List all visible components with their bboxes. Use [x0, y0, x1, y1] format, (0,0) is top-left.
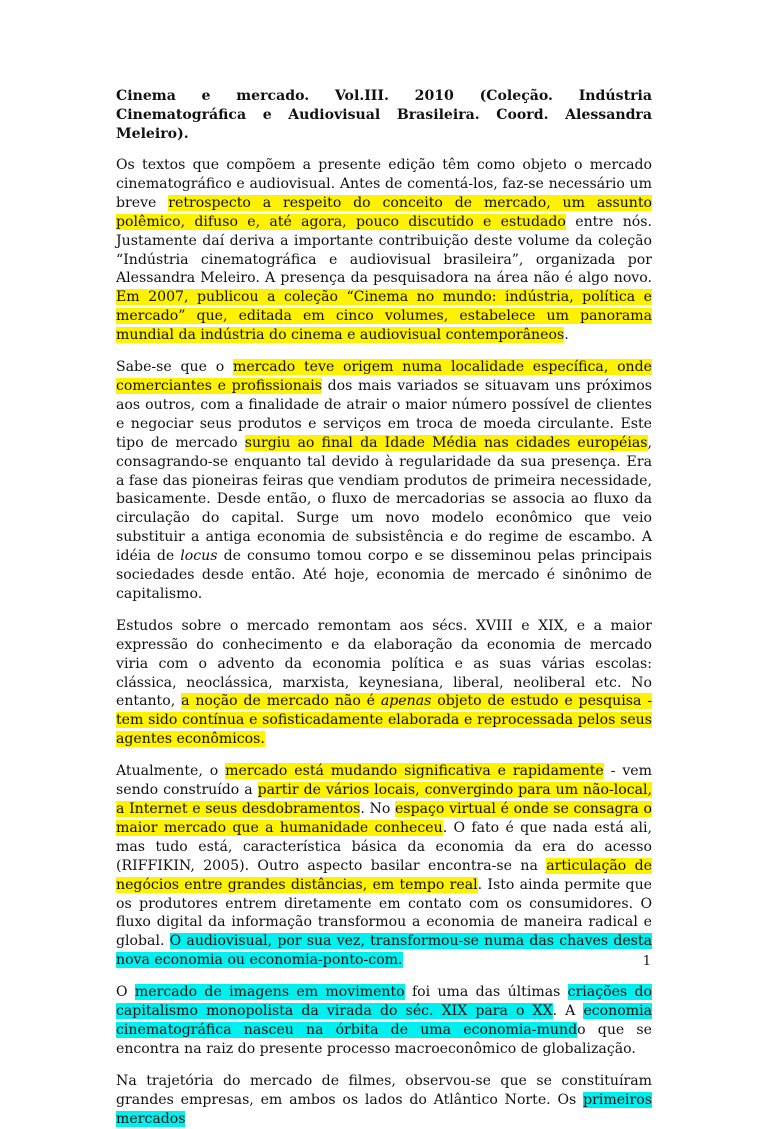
highlighted-text-yellow: espaço virtual é onde se consagra o maior mercado que a humanidade conheceu: [116, 801, 652, 836]
text-run: dos mais variados se situavam uns próximos aos outros, com a finalidade de atrair o maior número possível de clientes e negociar seus produtos e serviços em troca de moeda circulante. Este tipo de mercado: [116, 377, 653, 451]
text-run: . No: [360, 801, 395, 817]
highlighted-text-cyan: mercado de imagens em movimento: [134, 984, 405, 1001]
highlighted-text-cyan: O audiovisual, por sua vez, transformou-se numa das chaves desta nova economia ou economia-ponto-com.: [116, 933, 652, 969]
page-number: 1: [642, 954, 651, 969]
paragraph: [116, 617, 652, 749]
text-run: o que se encontra na raiz do presente processo macroeconômico de globalização.: [116, 1021, 653, 1057]
text-run: de consumo tomou corpo e se disseminou pelas principais sociedades desde então. Até hoje, economia de mercado é sinônimo de capitalismo.: [116, 548, 653, 602]
paragraph: [116, 983, 652, 1059]
highlighted-text-cyan: criações do capitalismo monopolista da virada do séc. XIX para o XX: [116, 984, 652, 1020]
highlighted-text-yellow: partir de vários locais, convergindo para um não-local, a Internet e seus desdobramentos: [116, 782, 653, 817]
text-run: Sabe-se que o: [116, 359, 233, 376]
highlighted-text-yellow: apenas: [380, 693, 432, 710]
highlighted-text-yellow: objeto de estudo e pesquisa - tem sido contínua e sofisticadamente elaborada e reprocessada pelos seus agentes econômicos.: [116, 693, 653, 748]
paragraph: [116, 156, 652, 345]
text-run: . Isto ainda permite que os produtores entrem diretamente em contato com os consumidores. O fluxo digital da informação transformou a economia de maneira radical e global.: [116, 876, 652, 950]
text-run: foi uma das últimas: [404, 984, 568, 1001]
highlighted-text-yellow: surgiu ao final da Idade Média nas cidades européias: [244, 434, 648, 451]
text-run: - vem sendo construído a: [116, 763, 653, 799]
text-run: .: [564, 327, 569, 344]
highlighted-text-cyan: economia cinematográfica nasceu na órbita de uma economia-mund: [116, 1003, 652, 1038]
text-run: Na trajetória do mercado de filmes, observou-se que se constituíram grandes empresas, em ambos os lados do Atlântico Norte. Os: [116, 1072, 652, 1108]
text-run: Os textos que compõem a presente edição têm como objeto o mercado cinematográfico e audiovisual. Antes de comentá-los, faz-se necessário um breve: [116, 157, 652, 211]
highlighted-text-yellow: mercado está mudando significativa e rapidamente: [225, 763, 604, 780]
text-run: Estudos sobre o mercado remontam aos sécs. XVIII e XIX, e a maior expressão do conhecimento e da elaboração da economia de mercado viria com o advento da economia política e as suas várias escolas: clássica, neoclássica, marxista, keynesiana, liberal, neoliberal etc. No entanto,: [116, 617, 652, 710]
document-body: [116, 156, 652, 1129]
highlighted-text-yellow: Em 2007, publicou a coleção “Cinema no mundo: indústria, política e mercado” que, editada em cinco volumes, estabelece um panorama mundial da indústria do cinema e audiovisual contemporâneos: [116, 289, 652, 344]
highlighted-text-yellow: retrospecto a respeito do conceito de mercado, um assunto polêmico, difuso e, até agora, pouco discutido e estudado: [116, 194, 652, 230]
document-title: Cinema e mercado. Vol.III. 2010 (Coleção. Indústria Cinematográfica e Audiovisual Brasileira. Coord. Alessandra Meleiro).: [116, 88, 652, 142]
highlighted-text-yellow: articulação de negócios entre grandes distâncias, em tempo real: [116, 857, 652, 893]
text-run: Atualmente, o: [116, 763, 226, 780]
paragraph: [116, 762, 652, 970]
italic-text: locus: [180, 548, 218, 565]
paragraph: [116, 358, 652, 604]
highlighted-text-yellow: mercado teve origem numa localidade específica, onde comerciantes e profissionais: [116, 359, 652, 394]
text-run: O: [116, 984, 135, 1001]
text-run: . O fato é que nada está ali, mas tudo está, característica básica da economia da era do acesso (RIFFIKIN, 2005). Outro aspecto basilar encontra-se na: [116, 819, 652, 874]
highlighted-text-yellow: a noção de mercado não é: [181, 693, 381, 710]
highlighted-text-cyan: primeiros mercados: [116, 1091, 652, 1127]
text-run: , consagrando-se enquanto tal devido à regularidade da sua presença. Era a fase das pioneiras feiras que vendiam produtos de primeira necessidade, basicamente. Desde então, o fluxo de mercadorias se associa ao fluxo da circulação do capital. Surge um novo modelo econômico que veio substituir a antiga economia de subsistência e do regime de escambo. A idéia de: [116, 434, 653, 565]
text-run: . A: [552, 1003, 584, 1020]
paragraph: [116, 1072, 652, 1129]
text-run: entre nós. Justamente daí deriva a importante contribuição deste volume da coleção “Indústria cinematográfica e audiovisual brasileira”, organizada por Alessandra Meleiro. A presença da pesquisadora na área não é algo novo.: [116, 213, 652, 287]
